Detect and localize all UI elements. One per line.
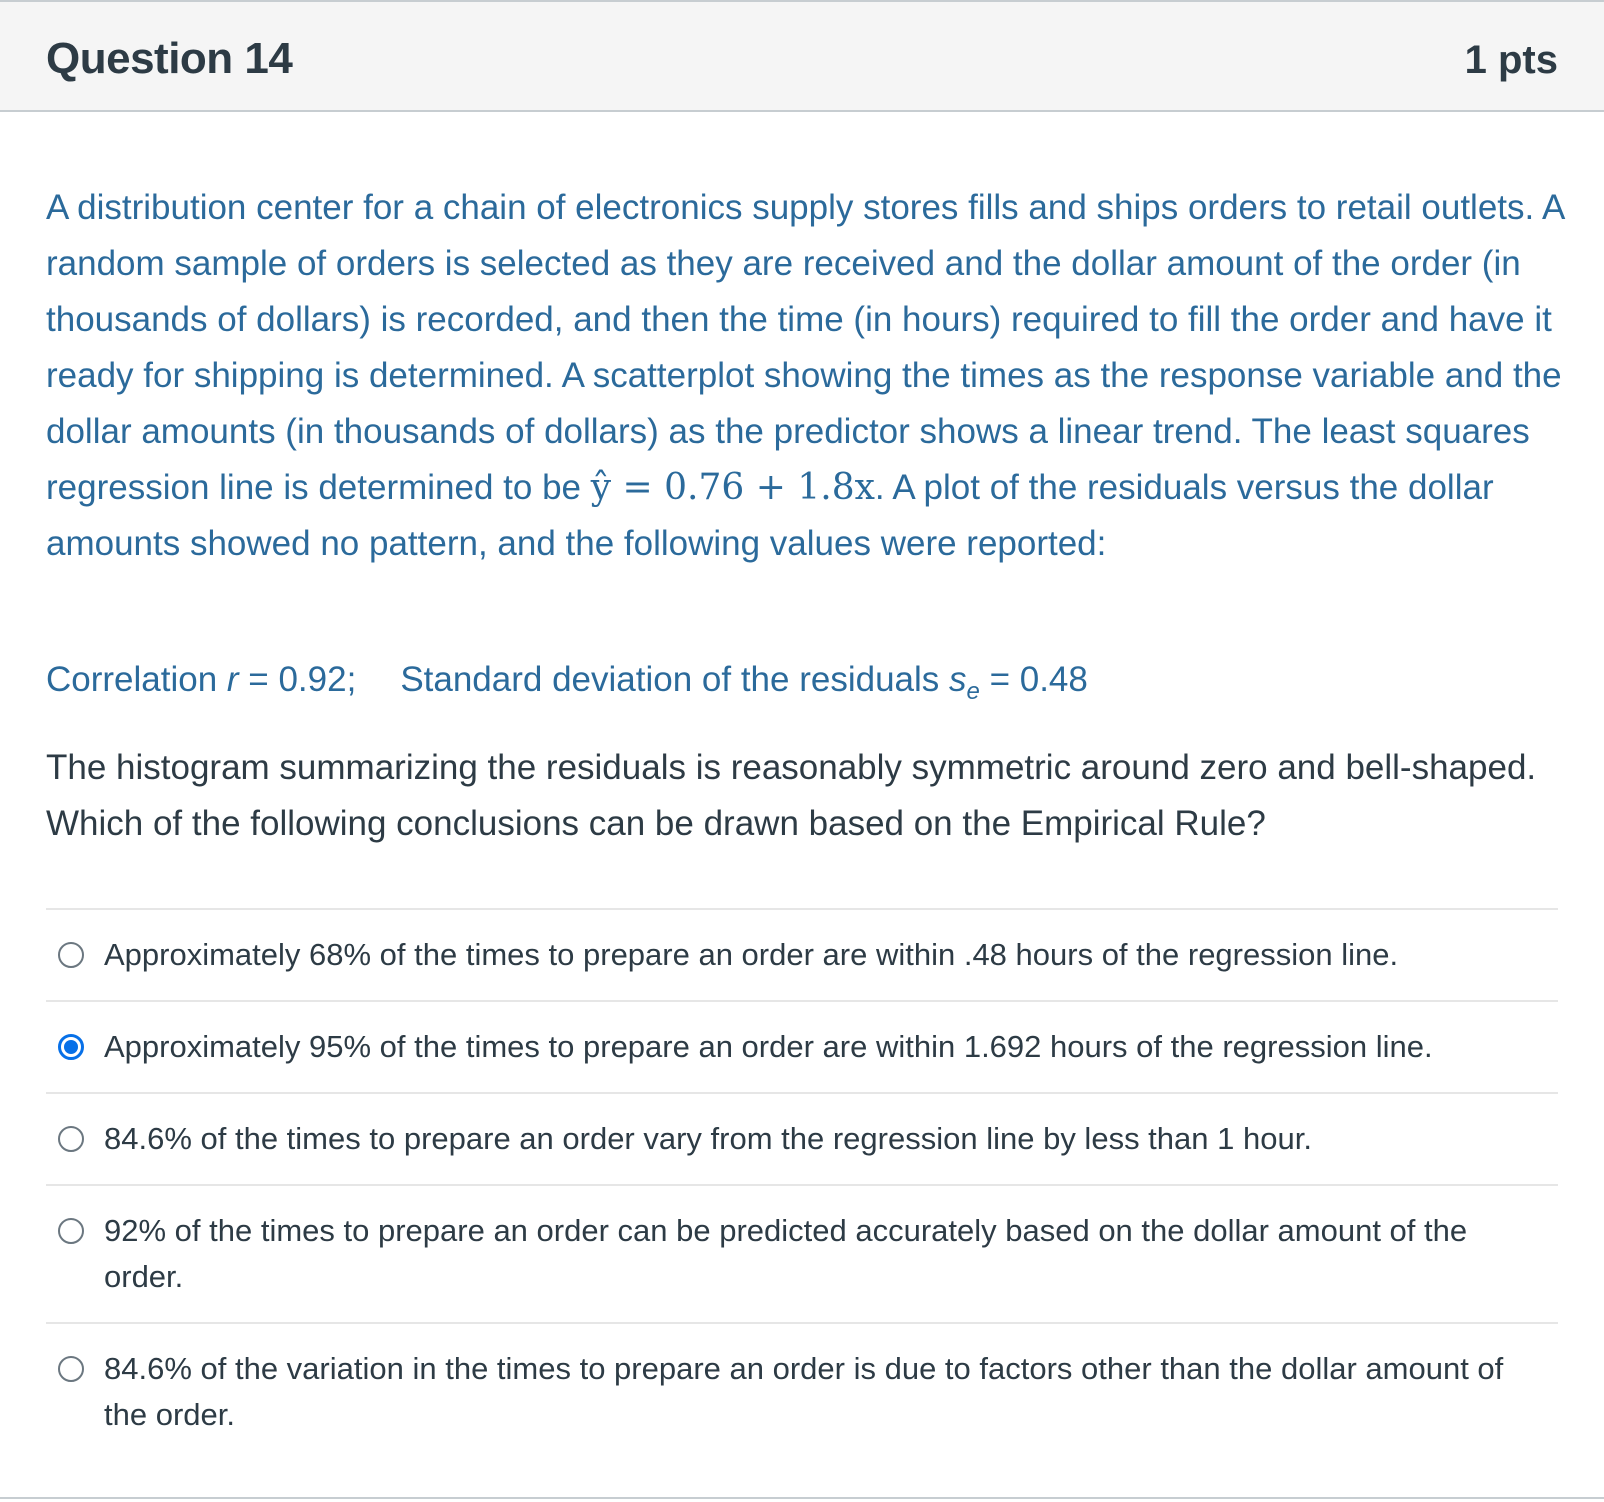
answer-label: Approximately 95% of the times to prepare an order are within 1.692 hours of the regression line.: [104, 1029, 1433, 1064]
radio-button-selected-icon[interactable]: [58, 1034, 84, 1060]
question-prompt: The histogram summarizing the residuals is reasonably symmetric around zero and bell-shaped. Which of the following conclusions can be drawn based on the Empirical Rule?: [46, 748, 1537, 843]
question-header: [0, 0, 1604, 112]
question-points: 1 pts: [1464, 38, 1558, 82]
answer-label: Approximately 68% of the times to prepare an order are within .48 hours of the regression line.: [104, 937, 1399, 972]
regression-equation: ŷ = 0.76 + 1.8x: [590, 467, 875, 508]
stem-part-2: . A plot of the residuals versus the dollar amounts showed no pattern, and the following values were reported:: [46, 468, 1494, 563]
radio-button-icon[interactable]: [58, 942, 84, 968]
bottom-divider: [0, 1497, 1604, 1499]
stem-part-1: A distribution center for a chain of electronics supply stores fills and ships orders to retail outlets. A random sample of orders is selected as they are received and the dollar amount of the order (in thousands of dollars) is recorded, and then the time (in hours) required to fill the order and have it ready for shipping is determined. A scatterplot showing the times as the response variable and the dollar amounts (in thousands of dollars) as the predictor shows a linear trend. The least squares regression line is determined to be: [46, 188, 1564, 507]
answer-option-3[interactable]: [46, 1092, 1558, 1184]
answer-option-1[interactable]: [46, 908, 1558, 1000]
radio-button-icon[interactable]: [58, 1218, 84, 1244]
radio-button-icon[interactable]: [58, 1126, 84, 1152]
question-title: Question 14: [46, 34, 293, 83]
answer-label: 84.6% of the times to prepare an order vary from the regression line by less than 1 hour.: [104, 1121, 1312, 1156]
answer-option-2[interactable]: [46, 1000, 1558, 1092]
s-symbol: s: [949, 660, 967, 699]
radio-button-icon[interactable]: [58, 1356, 84, 1382]
answer-label: 84.6% of the variation in the times to prepare an order is due to factors other than the dollar amount of the order.: [104, 1351, 1504, 1432]
answer-option-4[interactable]: [46, 1184, 1558, 1322]
correlation-value: = 0.92;: [238, 660, 357, 699]
answer-label: 92% of the times to prepare an order can be predicted accurately based on the dollar amount of the order.: [104, 1213, 1468, 1294]
sd-label: Standard deviation of the residuals: [400, 660, 949, 699]
question-stem: [46, 180, 1566, 572]
correlation-label: Correlation: [46, 660, 227, 699]
answer-option-5[interactable]: [46, 1322, 1558, 1460]
r-symbol: r: [226, 660, 239, 699]
s-subscript: e: [966, 678, 980, 705]
answer-list: [46, 908, 1558, 1460]
stem-text: [46, 180, 1566, 572]
sd-value: = 0.48: [979, 660, 1088, 699]
reported-values: [46, 660, 1088, 706]
